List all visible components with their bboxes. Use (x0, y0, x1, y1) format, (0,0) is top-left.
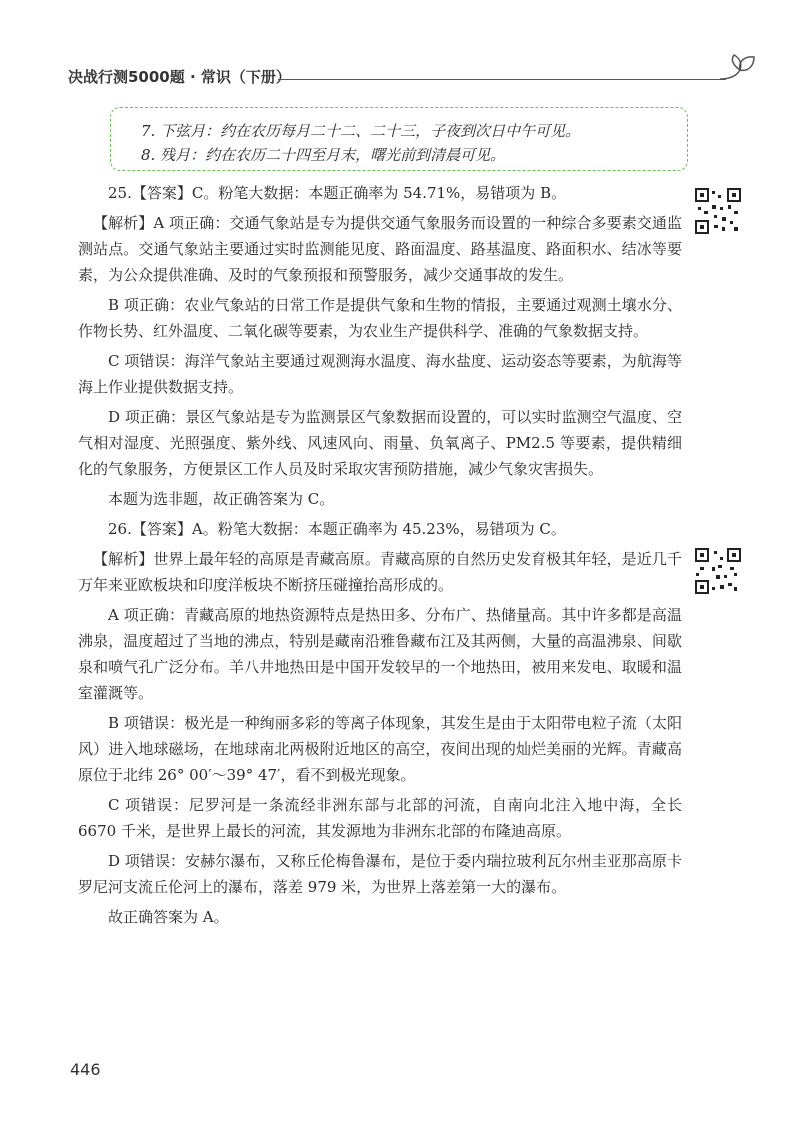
book-title: 决战行测5000题 · 常识（下册） (68, 68, 291, 86)
header-rule (278, 79, 726, 80)
conclusion-26: 故正确答案为 A。 (108, 908, 229, 926)
option-a-26: A 项正确：青藏高原的地热资源特点是热田多、分布广、热储量高。其中许多都是高温沸泉，温度超过了当地的沸点，特别是藏南沿雅鲁藏布江及其两侧，大量的高温沸泉、间歇泉和喷气孔广泛分布。羊八井地热田是中国开发较早的一个地热田，被用来发电、取暖和温室灌溉等。 (78, 606, 682, 702)
option-c-25: C 项错误：海洋气象站主要通过观测海水温度、海水盐度、运动姿态等要素，为航海等海上作业提供数据支持。 (78, 352, 682, 396)
answer-26: 26.【答案】A。粉笔大数据：本题正确率为 45.23%，易错项为 C。 (108, 520, 566, 538)
qr-code-icon (694, 547, 742, 595)
analysis-26: 【解析】世界上最年轻的高原是青藏高原。青藏高原的自然历史发育极其年轻，是近几千万年来亚欧板块和印度洋板块不断挤压碰撞抬高形成的。 (78, 550, 682, 594)
answer-25: 25.【答案】C。粉笔大数据：本题正确率为 54.71%，易错项为 B。 (108, 184, 567, 202)
conclusion-25: 本题为选非题，故正确答案为 C。 (108, 490, 335, 508)
leaf-icon (718, 52, 758, 86)
qr-code-icon (694, 187, 742, 235)
note-line-1: 7. 下弦月：约在农历每月二十二、二十三，子夜到次日中午可见。 (141, 122, 581, 140)
option-c-26: C 项错误：尼罗河是一条流经非洲东部与北部的河流，自南向北注入地中海，全长 6670 千米，是世界上最长的河流，其发源地为非洲东北部的布隆迪高原。 (78, 796, 682, 840)
option-b-26: B 项错误：极光是一种绚丽多彩的等离子体现象，其发生是由于太阳带电粒子流（太阳风）进入地球磁场，在地球南北两极附近地区的高空，夜间出现的灿烂美丽的光辉。青藏高原位于北纬 26° 00′～39° 47′，看不到极光现象。 (78, 714, 682, 784)
option-d-25: D 项正确：景区气象站是专为监测景区气象数据而设置的，可以实时监测空气温度、空气相对湿度、光照强度、紫外线、风速风向、雨量、负氧离子、PM2.5 等要素，提供精细化的气象服务，方便景区工作人员及时采取灾害预防措施，减少气象灾害损失。 (78, 408, 682, 478)
main-content (78, 180, 682, 934)
note-box (110, 107, 688, 171)
option-b-25: B 项正确：农业气象站的日常工作是提供气象和生物的情报，主要通过观测土壤水分、作物长势、红外温度、二氧化碳等要素，为农业生产提供科学、准确的气象数据支持。 (78, 296, 682, 340)
note-line-2: 8. 残月：约在农历二十四至月末，曙光前到清晨可见。 (141, 146, 506, 164)
page-number: 446 (70, 1060, 101, 1079)
analysis-25: 【解析】A 项正确：交通气象站是专为提供交通气象服务而设置的一种综合多要素交通监测站点。交通气象站主要通过实时监测能见度、路面温度、路基温度、路面积水、结冰等要素，为公众提供准确、及时的气象预报和预警服务，减少交通事故的发生。 (78, 214, 682, 284)
page-header (0, 0, 800, 110)
option-d-26: D 项错误：安赫尔瀑布，又称丘伦梅鲁瀑布，是位于委内瑞拉玻利瓦尔州圭亚那高原卡罗尼河支流丘伦河上的瀑布，落差 979 米，为世界上落差第一大的瀑布。 (78, 852, 682, 896)
